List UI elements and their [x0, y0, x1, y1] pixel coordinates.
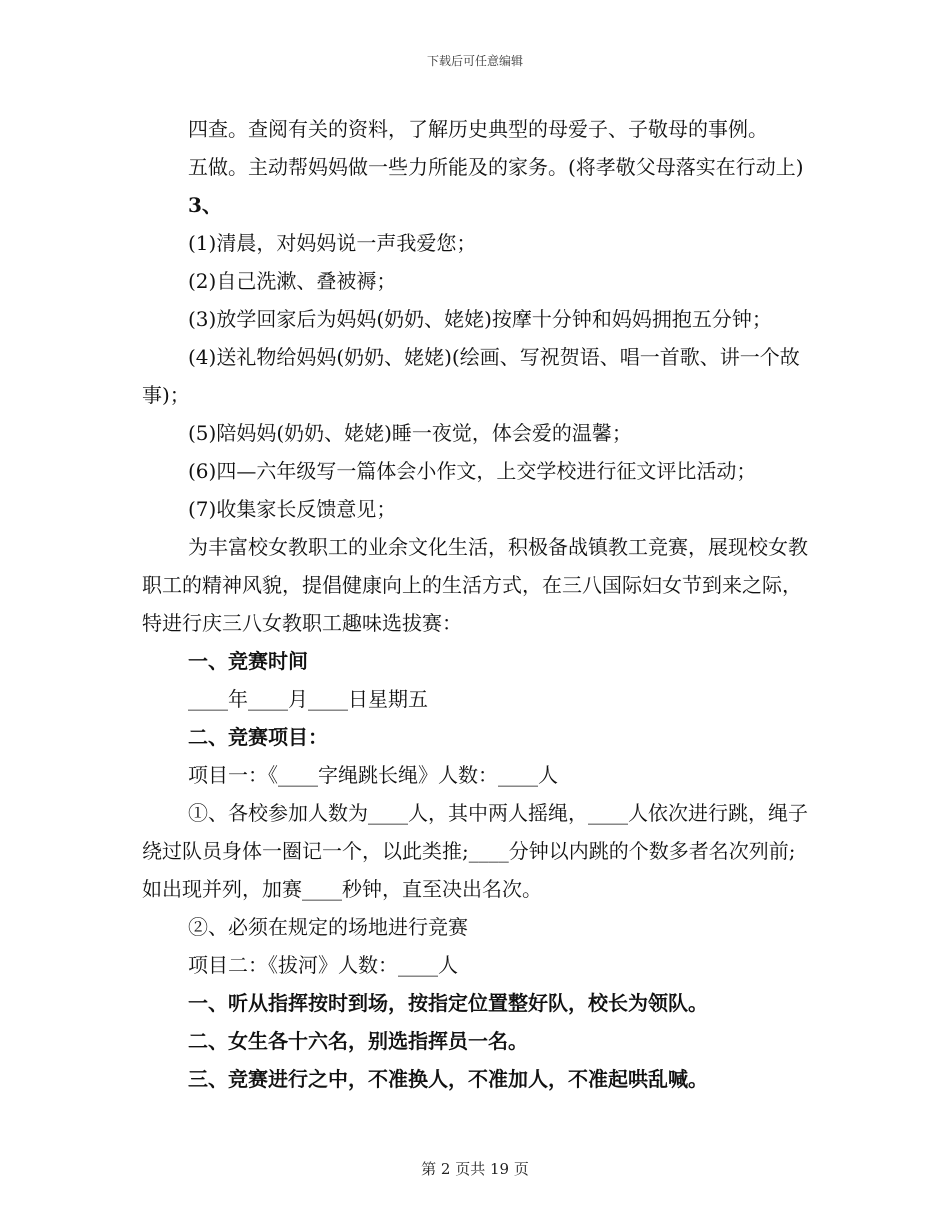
paragraph-rule-c: 三、竞赛进行之中，不准换人，不准加人，不准起哄乱喊。 — [188, 1067, 708, 1091]
paragraph-event-1-rule-1: ①、各校参加人数为____人，其中两人摇绳，____人依次进行跳，绳子绕过队员身体一圈记一个，以此类推;____分钟以内跳的个数多者名次列前;如出现并列，加赛____秒钟，直至决出名次。 — [142, 801, 808, 901]
paragraph-3: 3、 — [188, 193, 222, 217]
section-heading-time: 一、竞赛时间 — [188, 649, 308, 673]
page-header: 下载后可任意编辑 — [426, 54, 523, 68]
paragraph-event-1-rule-2: ②、必须在规定的场地进行竞赛 — [188, 915, 468, 939]
section-heading-events: 二、竞赛项目： — [188, 725, 328, 749]
paragraph-event-1: 项目一：《____字绳跳长绳》人数：____人 — [188, 763, 558, 787]
paragraph-6: (3)放学回家后为妈妈(奶奶、姥姥)按摩十分钟和妈妈拥抱五分钟； — [188, 307, 772, 331]
paragraph-8: (5)陪妈妈(奶奶、姥姥)睡一夜觉，体会爱的温馨； — [188, 421, 632, 445]
paragraph-rule-a: 一、听从指挥按时到场，按指定位置整好队，校长为领队。 — [188, 991, 708, 1015]
paragraph-10: (7)收集家长反馈意见； — [188, 497, 397, 521]
page-footer: 第 2 页共 19 页 — [421, 1160, 529, 1178]
paragraph-11: 为丰富校女教职工的业余文化生活，积极备战镇教工竞赛，展现校女教职工的精神风貌，提倡健康向上的生活方式，在三八国际妇女节到来之际，特进行庆三八女教职工趣味选拔赛： — [142, 535, 808, 635]
paragraph-1: 四查。查阅有关的资料，了解历史典型的母爱子、子敬母的事例。 — [188, 117, 768, 141]
paragraph-7: (4)送礼物给妈妈(奶奶、姥姥)(绘画、写祝贺语、唱一首歌、讲一个故事)； — [142, 345, 800, 407]
paragraph-2: 五做。主动帮妈妈做一些力所能及的家务。(将孝敬父母落实在行动上) — [188, 155, 804, 179]
paragraph-9: (6)四—六年级写一篇体会小作文，上交学校进行征文评比活动； — [188, 459, 757, 483]
paragraph-5: (2)自己洗漱、叠被褥； — [188, 269, 397, 293]
document-body — [142, 110, 810, 1098]
paragraph-rule-b: 二、女生各十六名，别选指挥员一名。 — [188, 1029, 528, 1053]
paragraph-event-2: 项目二：《拔河》人数：____人 — [188, 953, 458, 977]
paragraph-4: (1)清晨，对妈妈说一声我爱您； — [188, 231, 477, 255]
paragraph-date: ____年____月____日星期五 — [188, 687, 428, 711]
